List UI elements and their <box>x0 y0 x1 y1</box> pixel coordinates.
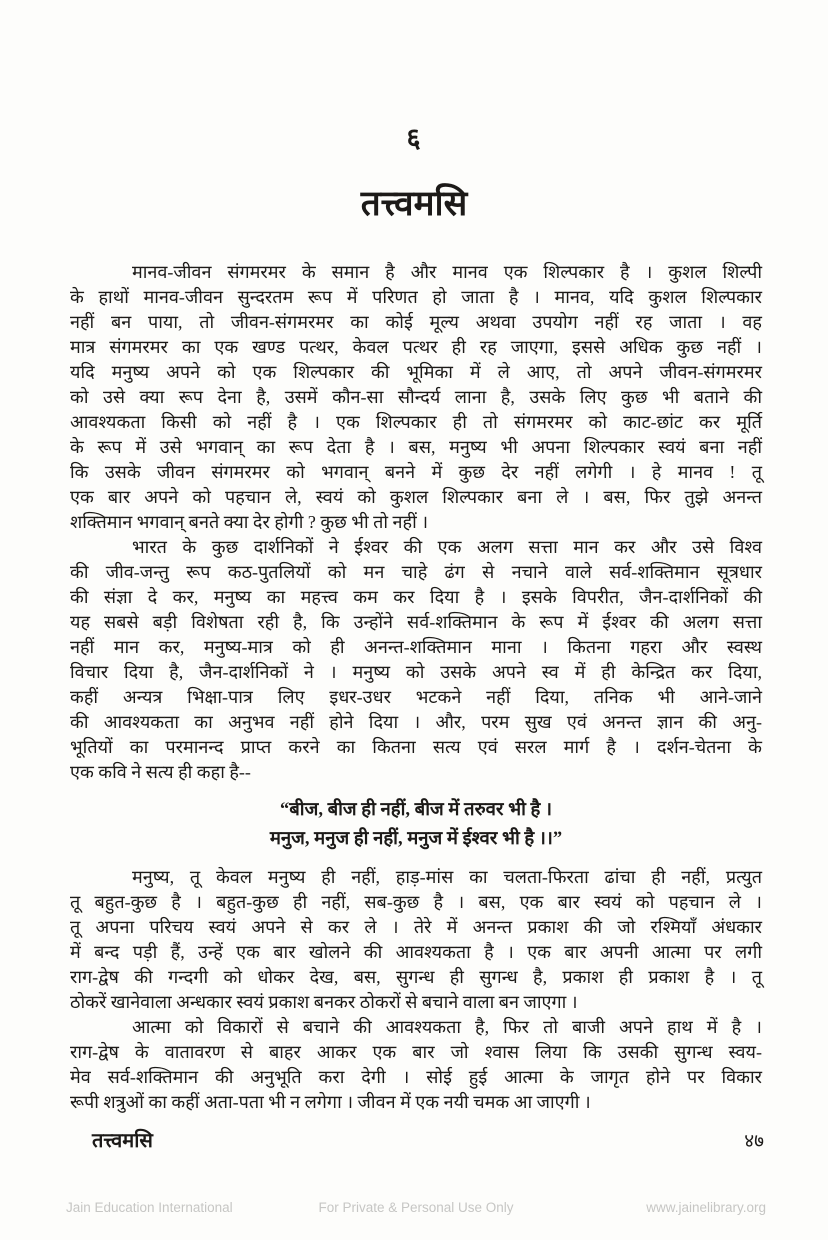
text-line: के रूप में उसे भगवान् का रूप देता है । बस, मनुष्य भी अपना शिल्पकार स्वयं बना नहीं <box>70 437 762 457</box>
text-line: राग-द्वेष के वातावरण से बाहर आकर एक बार जो श्वास लिया कि उसकी सुगन्ध स्वय- <box>70 1042 762 1062</box>
text-line: मेव सर्व-शक्तिमान की अनुभूति करा देगी । सोई हुई आत्मा के जागृत होने पर विकार <box>70 1067 762 1087</box>
text-line: की संज्ञा दे कर, मनुष्य का महत्त्व कम कर दिया है । इसके विपरीत, जैन-दार्शनिकों की <box>70 587 762 607</box>
paragraph-4 <box>70 1015 762 1115</box>
digitization-credit-bar <box>66 1200 766 1215</box>
publisher-credit: Jain Education International <box>66 1200 233 1215</box>
chapter-number: ६ <box>406 123 422 153</box>
paragraph-3 <box>70 865 762 1015</box>
text-line: यदि मनुष्य अपने को एक शिल्पकार की भूमिका में ले आए, तो अपने जीवन-संगमरमर <box>70 362 762 382</box>
text-line: आवश्यकता किसी को नहीं है । एक शिल्पकार ही तो संगमरमर को काट-छांट कर मूर्ति <box>70 412 762 432</box>
running-footer <box>70 1126 764 1153</box>
text-line: के हाथों मानव-जीवन सुन्दरतम रूप में परिणत हो जाता है । मानव, यदि कुशल शिल्पकार <box>70 287 762 307</box>
body-text <box>70 260 762 1115</box>
verse-quote <box>70 796 762 854</box>
text-line: को उसे क्या रूप देना है, उसमें कौन-सा सौन्दर्य लाना है, उसके लिए कुछ भी बताने की <box>70 387 762 407</box>
text-line: ठोकरें खानेवाला अन्धकार स्वयं प्रकाश बनकर ठोकरों से बचाने वाला बन जाएगा । <box>70 992 578 1012</box>
verse-line: “बीज, बीज ही नहीं, बीज में तरुवर भी है । <box>279 800 553 820</box>
text-line: रूपी शत्रुओं का कहीं अता-पता भी न लगेगा । जीवन में एक नयी चमक आ जाएगी । <box>70 1092 591 1112</box>
text-line: शक्तिमान भगवान् बनते क्या देर होगी ? कुछ भी तो नहीं । <box>70 512 429 532</box>
text-line: तू अपना परिचय स्वयं अपने से कर ले । तेरे में अनन्त प्रकाश की जो रश्मियाँ अंधकार <box>70 917 762 937</box>
text-line: मानव-जीवन संगमरमर के समान है और मानव एक शिल्पकार है । कुशल शिल्पी <box>132 262 762 282</box>
verse-line: मनुज, मनुज ही नहीं, मनुज में ईश्वर भी है ।।” <box>269 829 563 849</box>
text-line: की आवश्यकता का अनुभव नहीं होने दिया । और, परम सुख एवं अनन्त ज्ञान की अनु- <box>70 712 762 732</box>
running-title: तत्त्वमसि <box>92 1130 153 1152</box>
text-line: तू बहुत-कुछ है । बहुत-कुछ ही नहीं, सब-कुछ है । बस, एक बार स्वयं को पहचान ले । <box>70 892 762 912</box>
text-line: में बन्द पड़ी हैं, उन्हें एक बार खोलने की आवश्यकता है । एक बार अपनी आत्मा पर लगी <box>70 942 762 962</box>
text-line: यह सबसे बड़ी विशेषता रही है, कि उन्होंने सर्व-शक्तिमान के रूप में ईश्वर की अलग सत्ता <box>70 612 762 632</box>
text-line: एक बार अपने को पहचान ले, स्वयं को कुशल शिल्पकार बना ले । बस, फिर तुझे अनन्त <box>70 487 762 507</box>
text-line: नहीं बन पाया, तो जीवन-संगमरमर का कोई मूल्य अथवा उपयोग नहीं रह जाता । वह <box>70 312 762 332</box>
text-line: विचार दिया है, जैन-दार्शनिकों ने । मनुष्य को उसके अपने स्व में ही केन्द्रित कर दिया, <box>70 662 762 682</box>
text-line: भूतियों का परमानन्द प्राप्त करने का कितना सत्य एवं सरल मार्ग है । दर्शन-चेतना के <box>70 737 762 757</box>
website-url: www.jainelibrary.org <box>646 1200 766 1215</box>
usage-notice: For Private & Personal Use Only <box>318 1200 514 1215</box>
text-line: भारत के कुछ दार्शनिकों ने ईश्वर की एक अलग सत्ता मान कर और उसे विश्व <box>132 537 762 557</box>
text-line: नहीं मान कर, मनुष्य-मात्र को ही अनन्त-शक्तिमान माना । कितना गहरा और स्वस्थ <box>70 637 762 657</box>
text-line: मात्र संगमरमर का एक खण्ड पत्थर, केवल पत्थर ही रह जाएगा, इससे अधिक कुछ नहीं । <box>70 337 762 357</box>
paragraph-2 <box>70 535 762 785</box>
page-number: ४७ <box>744 1131 764 1152</box>
text-line: आत्मा को विकारों से बचाने की आवश्यकता है, फिर तो बाजी अपने हाथ में है । <box>132 1017 762 1037</box>
text-line: मनुष्य, तू केवल मनुष्य ही नहीं, हाड़-मांस का चलता-फिरता ढांचा ही नहीं, प्रत्युत <box>132 867 762 887</box>
text-line: कि उसके जीवन संगमरमर को भगवान् बनने में कुछ देर नहीं लगेगी । हे मानव ! तू <box>70 462 762 482</box>
text-line: एक कवि ने सत्य ही कहा है-- <box>70 762 251 782</box>
text-line: की जीव-जन्तु रूप कठ-पुतलियों को मन चाहे ढंग से नचाने वाले सर्व-शक्तिमान सूत्रधार <box>70 562 762 582</box>
chapter-title: तत्त्वमसि <box>360 184 468 223</box>
text-line: कहीं अन्यत्र भिक्षा-पात्र लिए इधर-उधर भटकने नहीं दिया, तनिक भी आने-जाने <box>70 687 762 707</box>
paragraph-1 <box>70 260 762 535</box>
text-line: राग-द्वेष की गन्दगी को धोकर देख, बस, सुगन्ध ही सुगन्ध है, प्रकाश ही प्रकाश है । तू <box>70 967 762 987</box>
